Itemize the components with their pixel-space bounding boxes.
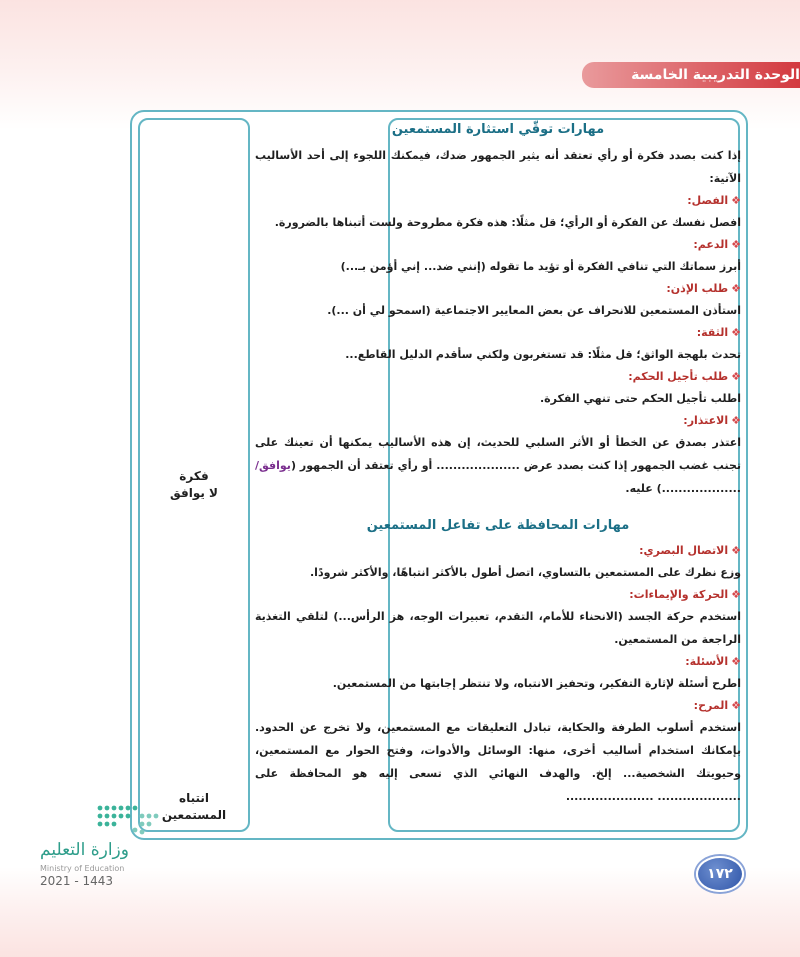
technique-text: استأذن المستمعين للانحراف عن بعض المعايير الاجتماعية (اسمحو لي أن ...). [327,304,741,317]
technique-heading [255,366,741,387]
technique-heading [255,584,741,605]
section-intro: إذا كنت بصدد فكرة أو رأي تعتقد أنه يثير الجمهور ضدك، فيمكنك اللجوء إلى أحد الأساليب الآتية: [255,149,741,185]
technique-text: اطلب تأجيل الحكم حتى تنهي الفكرة. [539,392,741,405]
technique-heading-text: الثقة: [696,326,729,339]
technique-heading-text: الدعم: [693,238,729,251]
main-content [255,118,741,836]
side-label-line: فكرة [179,469,209,483]
technique-text: افصل نفسك عن الفكرة أو الرأي؛ قل مثلًا: هذه فكرة مطروحة ولست أتبناها بالضرورة. [274,216,741,229]
technique-heading-text: الحركة والإيماءات: [629,588,729,601]
diamond-bullet-icon: ❖ [731,544,741,557]
side-column [138,118,250,832]
technique-heading [255,651,741,672]
side-label-line: المستمعين [161,808,227,822]
diamond-bullet-icon: ❖ [731,194,741,207]
side-label-line: لا يوافق [170,486,218,500]
agree-word: يوافق/ [255,459,291,472]
unit-title: الوحدة التدريبية الخامسة [631,67,800,83]
technique-heading-text: طلب الإذن: [666,282,729,295]
ministry-name-en: Ministry of Education [40,864,125,873]
technique-heading [255,278,741,299]
apology-text: اعتذر بصدق عن الخطأ أو الأثر السلبي للحديث، إن هذه الأساليب يمكنها أن تعينك على تجنب غضب الجمهور إذا كنت بصدد عرض .................... أو رأي تعتقد أن الجمهور ( [255,436,741,472]
ministry-logo [40,800,190,890]
ministry-name-ar: وزارة التعليم [40,840,129,860]
technique-heading-text: الاعتذار: [683,414,729,427]
technique-text: تحدث بلهجة الواثق؛ قل مثلًا: قد تستغربون ولكني سأقدم الدليل القاطع... [345,348,741,361]
technique-text: استخدم حركة الجسد (الانحناء للأمام، التقدم، تعبيرات الوجه، هز الرأس...) لتلقي التغذية الراجعة من المستمعين. [255,610,741,646]
technique-heading-text: الفصل: [687,194,729,207]
technique-heading [255,540,741,561]
technique-text: وزع نظرك على المستمعين بالتساوي، اتصل أطول بالأكثر انتباهًا، والأكثر شرودًا. [310,566,741,579]
diamond-bullet-icon: ❖ [731,326,741,339]
technique-heading-text: طلب تأجيل الحكم: [628,370,729,383]
ministry-dots-icon [90,800,176,840]
diamond-bullet-icon: ❖ [731,699,741,712]
side-label-line: انتباه [178,791,209,805]
diamond-bullet-icon: ❖ [731,588,741,601]
technique-heading-text: الاتصال البصري: [639,544,729,557]
page-number-badge [696,856,744,892]
technique-heading [255,190,741,211]
diamond-bullet-icon: ❖ [731,370,741,383]
section-title: مهارات المحافظة على تفاعل المستمعين [366,518,630,533]
diamond-bullet-icon: ❖ [731,238,741,251]
diamond-bullet-icon: ❖ [731,414,741,427]
section-title: مهارات توقّي استثارة المستمعين [391,122,605,137]
technique-text [255,431,741,500]
technique-heading-text: الأسئلة: [685,655,729,668]
academic-year: 2021 - 1443 [40,874,114,888]
technique-heading [255,695,741,716]
technique-heading [255,234,741,255]
technique-text: استخدم أسلوب الطرفة والحكاية، تبادل التعليقات مع المستمعين، ولا تخرج عن الحدود. بإمكانك استخدام أساليب أخرى، منها: الوسائل والأدوات، وفتح الحوار مع المستمعين، وحيويتك الشخصية... إلخ. والهدف النهائي الذي تسعى إليه هو المحافظة على .................... ..................... [255,721,741,803]
technique-text: أبرز سماتك التي تنافي الفكرة أو تؤيد ما تقوله (إنني ضد... إني أؤمن بـ...) [340,260,741,273]
side-label-idea [140,468,248,502]
diamond-bullet-icon: ❖ [731,282,741,295]
technique-text: اطرح أسئلة لإثارة التفكير، وتحفيز الانتباه، ولا تنتظر إجابتها من المستمعين. [332,677,741,690]
technique-heading [255,322,741,343]
unit-banner [582,62,800,88]
apology-end: ...................) عليه. [625,482,741,495]
technique-heading-text: المرح: [693,699,729,712]
technique-heading [255,410,741,431]
diamond-bullet-icon: ❖ [731,655,741,668]
page-number: ١٧٢ [707,866,733,882]
